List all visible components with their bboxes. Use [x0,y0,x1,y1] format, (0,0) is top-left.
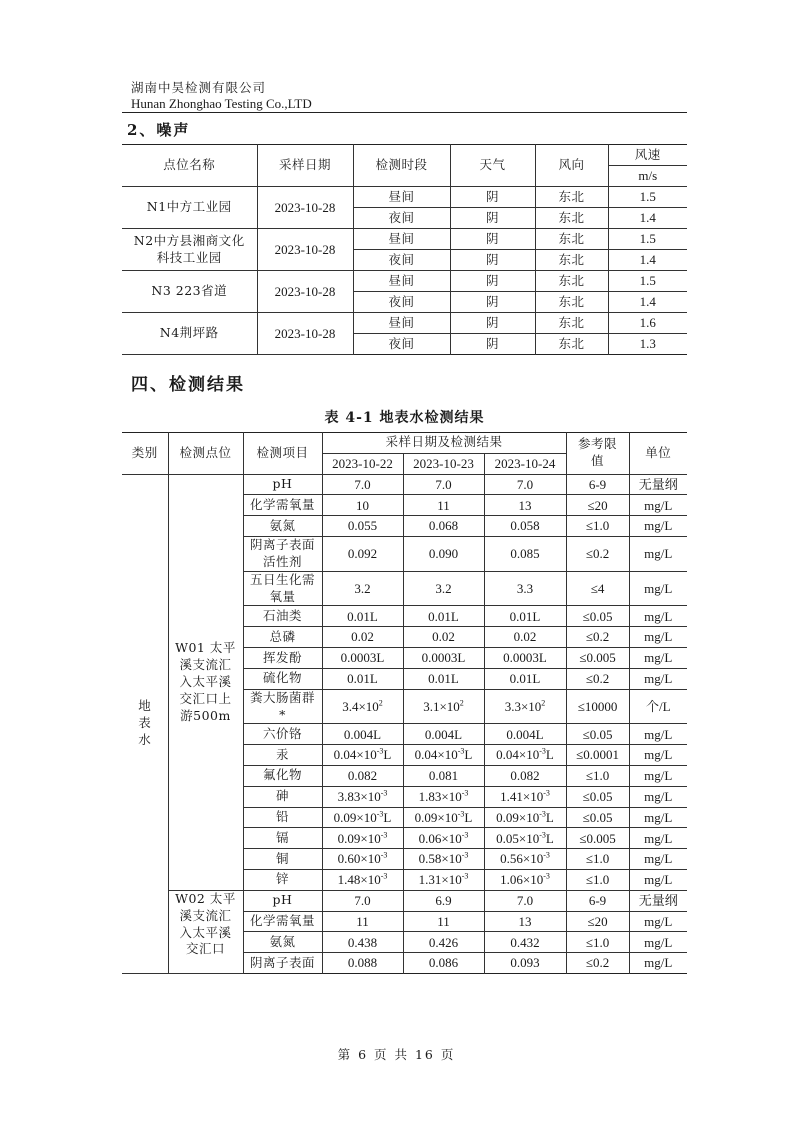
result-value: 0.092 [322,536,403,571]
limit-value: ≤0.2 [566,627,629,648]
noise-table [122,144,687,355]
unit: mg/L [629,648,687,669]
test-item: 化学需氧量 [243,495,322,516]
limit-value: ≤0.05 [566,807,629,828]
table-row [122,313,687,334]
company-name-en: Hunan Zhonghao Testing Co.,LTD [131,96,312,111]
table-row [122,271,687,292]
limit-value: 6-9 [566,890,629,911]
result-value: 0.055 [322,516,403,537]
result-value: $3.4\times 10^2$ [322,689,403,724]
weather: 阴 [450,271,535,292]
test-item: 铜 [243,849,322,870]
unit: mg/L [629,668,687,689]
result-value: 0.438 [322,932,403,953]
unit: mg/L [629,953,687,974]
result-value: 0.086 [403,953,484,974]
limit-value: ≤4 [566,571,629,606]
limit-value: ≤20 [566,911,629,932]
result-value: $0.09\times 10^{-3}$ [322,828,403,849]
result-value: $0.06\times 10^{-3}$ [403,828,484,849]
category: 地表水 [122,474,168,973]
test-item: 铅 [243,807,322,828]
limit-value: ≤1.0 [566,849,629,870]
test-item: 氨氮 [243,932,322,953]
result-value: $3.1\times 10^2$ [403,689,484,724]
wind-speed: 1.3 [608,334,687,355]
test-item: 氟化物 [243,766,322,787]
result-value: 0.081 [403,766,484,787]
result-value: $1.06\times 10^{-3}$ [484,870,566,891]
result-value: 0.0003L [403,648,484,669]
result-value: 3.3 [484,571,566,606]
wind-direction: 东北 [535,334,608,355]
result-value: 0.01L [403,668,484,689]
test-item: 阴离子表面活性剂 [243,536,322,571]
limit-value: ≤1.0 [566,516,629,537]
col-header-unit: 单位 [629,433,687,475]
page-footer: 第 6 页 共 16 页 [337,1047,456,1062]
result-value: $1.31\times 10^{-3}$ [403,870,484,891]
col-header-date: 2023-10-22 [322,453,403,474]
unit: mg/L [629,606,687,627]
test-item: 石油类 [243,606,322,627]
table-row [122,229,687,250]
wind-direction: 东北 [535,271,608,292]
test-item: 粪大肠菌群* [243,689,322,724]
test-item: 硫化物 [243,668,322,689]
wind-speed: 1.5 [608,187,687,208]
test-item: 阴离子表面 [243,953,322,974]
result-value: 13 [484,911,566,932]
result-value: 0.004L [484,724,566,745]
result-value: 0.01L [322,668,403,689]
unit: mg/L [629,516,687,537]
result-value: 7.0 [403,474,484,495]
period: 昼间 [353,187,450,208]
limit-value: ≤0.005 [566,828,629,849]
period: 昼间 [353,313,450,334]
result-value: $1.83\times 10^{-3}$ [403,786,484,807]
col-header-date: 2023-10-24 [484,453,566,474]
wind-direction: 东北 [535,187,608,208]
result-value: 10 [322,495,403,516]
test-item: pH [243,474,322,495]
limit-value: ≤0.05 [566,606,629,627]
limit-value: ≤1.0 [566,766,629,787]
limit-value: ≤1.0 [566,932,629,953]
result-value: $0.04\times 10^{-3}L$ [484,745,566,766]
unit: 无量纲 [629,890,687,911]
period: 夜间 [353,208,450,229]
weather: 阴 [450,313,535,334]
result-value: 0.432 [484,932,566,953]
test-item: 六价铬 [243,724,322,745]
weather: 阴 [450,187,535,208]
result-value: 13 [484,495,566,516]
unit: 无量纲 [629,474,687,495]
test-item: 镉 [243,828,322,849]
test-item: pH [243,890,322,911]
result-value: 7.0 [484,474,566,495]
site-name: N2中方县湘商文化科技工业园 [122,229,257,271]
result-value: 0.01L [322,606,403,627]
result-value: 0.0003L [322,648,403,669]
limit-value: ≤20 [566,495,629,516]
wind-direction: 东北 [535,313,608,334]
result-value: $0.09\times 10^{-3}L$ [403,807,484,828]
unit: mg/L [629,849,687,870]
period: 昼间 [353,229,450,250]
result-value: 0.058 [484,516,566,537]
result-value: 0.088 [322,953,403,974]
col-header-date: 2023-10-23 [403,453,484,474]
sample-date: 2023-10-28 [257,229,353,271]
result-value: 0.02 [403,627,484,648]
result-value: $0.58\times 10^{-3}$ [403,849,484,870]
table-row [122,474,687,495]
test-item: 挥发酚 [243,648,322,669]
test-item: 氨氮 [243,516,322,537]
result-value: 0.01L [484,606,566,627]
result-value: 0.085 [484,536,566,571]
result-value: 7.0 [322,890,403,911]
col-header-wind-speed-unit: m/s [608,166,687,187]
test-item: 总磷 [243,627,322,648]
wind-speed: 1.4 [608,208,687,229]
period: 昼间 [353,271,450,292]
unit: mg/L [629,807,687,828]
company-name-cn: 湖南中昊检测有限公司 [131,80,267,95]
weather: 阴 [450,334,535,355]
unit: 个/L [629,689,687,724]
col-header-wind-speed: 风速 [608,145,687,166]
wind-speed: 1.5 [608,271,687,292]
limit-value: ≤0.2 [566,953,629,974]
unit: mg/L [629,745,687,766]
result-value: 0.004L [403,724,484,745]
test-item: 汞 [243,745,322,766]
limit-value: ≤10000 [566,689,629,724]
result-value: $0.60\times 10^{-3}$ [322,849,403,870]
table-row [122,187,687,208]
result-value: 0.426 [403,932,484,953]
result-value: $0.04\times 10^{-3}L$ [403,745,484,766]
unit: mg/L [629,627,687,648]
col-header-limit: 参考限值 [566,433,629,475]
result-value: $1.41\times 10^{-3}$ [484,786,566,807]
unit: mg/L [629,870,687,891]
test-item: 砷 [243,786,322,807]
col-header-category: 类别 [122,433,168,475]
test-item: 五日生化需氧量 [243,571,322,606]
result-value: $0.56\times 10^{-3}$ [484,849,566,870]
site-name: N1中方工业园 [122,187,257,229]
unit: mg/L [629,495,687,516]
result-value: $3.83\times 10^{-3}$ [322,786,403,807]
limit-value: ≤0.05 [566,724,629,745]
result-value: 7.0 [484,890,566,911]
limit-value: ≤0.2 [566,668,629,689]
result-value: 11 [322,911,403,932]
wind-direction: 东北 [535,292,608,313]
result-value: $0.09\times 10^{-3}L$ [322,807,403,828]
result-value: 0.082 [484,766,566,787]
col-header-site: 检测点位 [168,433,243,475]
unit: mg/L [629,828,687,849]
weather: 阴 [450,208,535,229]
unit: mg/L [629,786,687,807]
limit-value: ≤1.0 [566,870,629,891]
site-name: N4荆坪路 [122,313,257,355]
result-value: $0.09\times 10^{-3}L$ [484,807,566,828]
result-value: 0.068 [403,516,484,537]
unit: mg/L [629,911,687,932]
site-name: W01 太平溪支流汇入太平溪交汇口上游500m [168,474,243,890]
col-header-weather: 天气 [450,145,535,187]
result-value: 11 [403,495,484,516]
table-title: 表 4-1 地表水检测结果 [324,410,485,426]
test-item: 锌 [243,870,322,891]
site-name: W02 太平溪支流汇入太平溪交汇口 [168,890,243,973]
wind-speed: 1.6 [608,313,687,334]
weather: 阴 [450,292,535,313]
result-value: 0.02 [322,627,403,648]
result-value: 0.01L [403,606,484,627]
result-value: 0.004L [322,724,403,745]
result-value: 3.2 [322,571,403,606]
col-header-site: 点位名称 [122,145,257,187]
limit-value: ≤0.05 [566,786,629,807]
header-rule [122,112,687,113]
result-value: 0.02 [484,627,566,648]
wind-speed: 1.4 [608,250,687,271]
surface-water-table [122,432,687,974]
result-value: $1.48\times 10^{-3}$ [322,870,403,891]
sample-date: 2023-10-28 [257,313,353,355]
col-header-item: 检测项目 [243,433,322,475]
period: 夜间 [353,334,450,355]
wind-direction: 东北 [535,229,608,250]
result-value: 0.082 [322,766,403,787]
col-header-date: 采样日期 [257,145,353,187]
limit-value: ≤0.2 [566,536,629,571]
wind-speed: 1.5 [608,229,687,250]
result-value: 0.01L [484,668,566,689]
wind-speed: 1.4 [608,292,687,313]
weather: 阴 [450,229,535,250]
unit: mg/L [629,536,687,571]
result-value: 11 [403,911,484,932]
table-row [122,890,687,911]
limit-value: ≤0.005 [566,648,629,669]
result-value: 6.9 [403,890,484,911]
result-value: 0.090 [403,536,484,571]
col-header-wind-dir: 风向 [535,145,608,187]
wind-direction: 东北 [535,208,608,229]
result-value: 3.2 [403,571,484,606]
result-value: $0.05\times 10^{-3}L$ [484,828,566,849]
site-name: N3 223省道 [122,271,257,313]
result-value: 7.0 [322,474,403,495]
period: 夜间 [353,292,450,313]
results-section-title: 四、检测结果 [131,375,245,395]
noise-section-title: 2、噪声 [127,121,191,139]
result-value: $3.3\times 10^2$ [484,689,566,724]
result-value: 0.093 [484,953,566,974]
weather: 阴 [450,250,535,271]
unit: mg/L [629,766,687,787]
result-value: $0.04\times 10^{-3}L$ [322,745,403,766]
sample-date: 2023-10-28 [257,187,353,229]
limit-value: ≤0.0001 [566,745,629,766]
col-header-results: 采样日期及检测结果 [322,433,566,454]
result-value: 0.0003L [484,648,566,669]
test-item: 化学需氧量 [243,911,322,932]
period: 夜间 [353,250,450,271]
wind-direction: 东北 [535,250,608,271]
col-header-period: 检测时段 [353,145,450,187]
unit: mg/L [629,571,687,606]
sample-date: 2023-10-28 [257,271,353,313]
unit: mg/L [629,932,687,953]
limit-value: 6-9 [566,474,629,495]
unit: mg/L [629,724,687,745]
